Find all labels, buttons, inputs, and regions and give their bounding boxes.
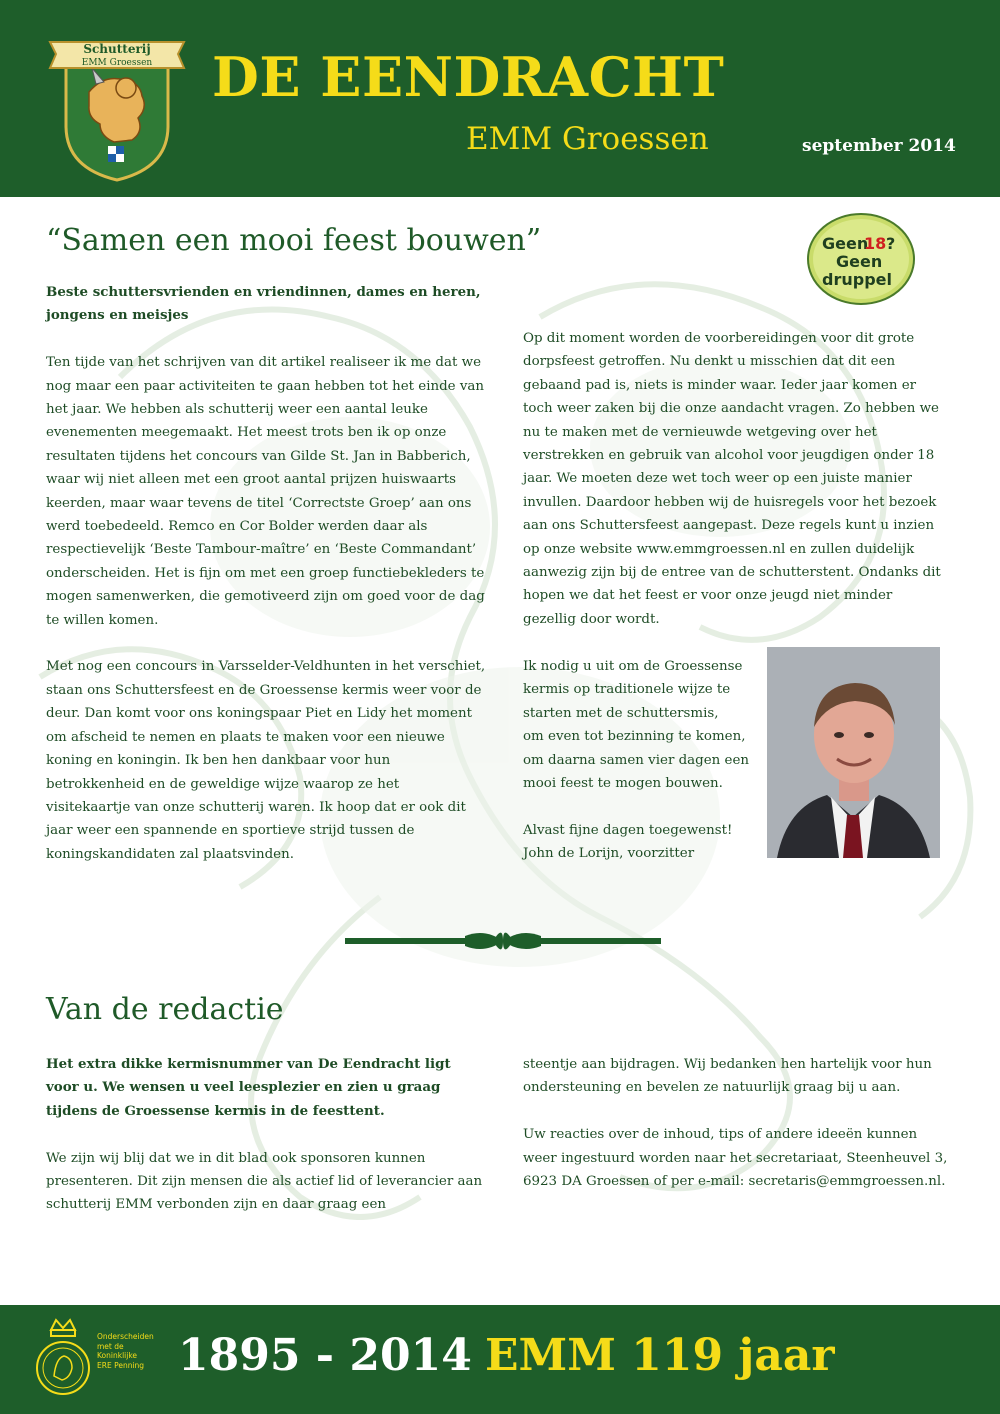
article1-closing: [523, 655, 763, 866]
badge-line1: Geen: [822, 234, 869, 253]
closing-line: mooi feest te mogen bouwen.: [523, 776, 723, 792]
chairman-portrait-photo: [767, 647, 940, 858]
article1-left-column: [46, 281, 486, 866]
logo-text-line1: Schutterij: [83, 42, 151, 56]
article2-paragraph: steentje aan bijdragen. Wij bedanken hen hartelijk voor hun ondersteuning en bevelen ze natuurlijk graag bij u aan.: [523, 1057, 932, 1096]
medal-caption-line: Koninklijke: [97, 1351, 138, 1360]
medal-caption-line: ERE Penning: [97, 1360, 145, 1370]
closing-line: om daarna samen vier dagen een: [523, 752, 750, 768]
issue-date: september 2014: [802, 136, 956, 156]
closing-line: Ik nodig u uit om de Groessense: [523, 659, 743, 674]
signoff-author: John de Lorijn, voorzitter: [523, 846, 695, 862]
article2-paragraph: We zijn wij blij dat we in dit blad ook sponsoren kunnen presenteren. Dit zijn mensen die als actief lid of leverancier aan schutterij EMM verbonden zijn en daar graag een: [46, 1150, 483, 1213]
newsletter-title: DE EENDRACHT: [212, 45, 725, 109]
article1-greeting: Beste schuttersvrienden en vriendinnen, dames en heren, jongens en meisjes: [46, 284, 481, 324]
badge-question: ?: [886, 234, 896, 253]
section-divider-ornament: [345, 926, 661, 956]
article2-paragraph: Uw reacties over de inhoud, tips of andere ideeën kunnen weer ingestuurd worden naar het secretariaat, Steenheuvel 3, 6923 DA Groessen of per e-mail: secretaris@emmgroessen.nl.: [523, 1127, 948, 1190]
logo-text-line2: EMM Groessen: [81, 58, 153, 68]
article1-paragraph: Met nog een concours in Varsselder-Veldhunten in het verschiet, staan ons Schuttersfeest en de Groessense kermis weer voor de deur. Dan komt voor ons koningspaar Piet en Lidy het moment om afscheid te nemen en plaats te maken voor een nieuwe koning en koningin. Ik ben hen dankbaar voor hun betrokkenheid en de geweldige wijze waarop ze het visitekaartje van onze schutterij waren. Ik hoop dat er ook dit jaar weer een spannende en sportieve strijd tussen de koningskandidaten zal plaatsvinden.: [46, 659, 486, 862]
royal-honour-medal-icon: [34, 1316, 92, 1404]
badge-line2: Geen: [836, 252, 883, 271]
article1-paragraph: Ten tijde van het schrijven van dit artikel realiseer ik me dat we nog maar een paar activiteiten te gaan hebben tot het einde van het jaar. We hebben als schutterij weer een aantal leuke evenementen meegemaakt. Het meest trots ben ik op onze resultaten tijdens het concours van Gilde St. Jan in Babberich, waar wij niet alleen met een groot aantal prijzen huiswaarts keerden, maar waar tevens de titel ‘Correctste Groep’ aan ons werd toebedeeld. Remco en Cor Bolder werden daar als respectievelijk ‘Beste Tambour-maître’ en ‘Beste Commandant’ onderscheiden. Het is fijn om met een groep functiebekleders te mogen samenwerken, die gemotiveerd zijn om goed voor de dag te willen komen.: [46, 355, 485, 628]
closing-line: om even tot bezinning te komen,: [523, 729, 746, 745]
article2-right-column: [523, 1053, 948, 1193]
badge-line3: druppel: [822, 270, 892, 289]
closing-line: starten met de schuttersmis,: [523, 705, 719, 721]
article2-intro: Het extra dikke kermisnummer van De Eendracht ligt voor u. We wensen u veel leesplezier en zien u graag tijdens de Groessense kermis in de feesttent.: [46, 1056, 451, 1119]
article2-headline: Van de redactie: [46, 992, 284, 1027]
footer-years: 1895 - 2014: [178, 1330, 472, 1381]
article1-headline: “Samen een mooi feest bouwen”: [46, 223, 542, 258]
medal-caption-line: met de: [97, 1341, 124, 1351]
footer-anniversary: EMM 119 jaar: [485, 1330, 835, 1381]
medal-caption-line: Onderscheiden: [97, 1332, 154, 1341]
signoff-greeting: Alvast fijne dagen toegewenst!: [523, 822, 733, 838]
article1-right-column: [523, 327, 948, 631]
badge-number: 18: [864, 234, 887, 253]
article1-paragraph: Op dit moment worden de voorbereidingen voor dit grote dorpsfeest getroffen. Nu denkt u misschien dat dit een gebaand pad is, niets is minder waar. Ieder jaar komen er toch weer zaken bij die onze aandacht vragen. Zo hebben we nu te maken met de vernieuwde wetgeving over het verstrekken en gebruik van alcohol voor jeugdigen onder 18 jaar. We moeten deze wet toch weer op een juiste manier invullen. Daardoor hebben wij de huisregels voor het bezoek aan ons Schuttersfeest aangepast. Deze regels kunt u inzien op onze website www.emmgroessen.nl en zullen duidelijk aanwezig zijn bij de entree van de schutterstent. Ondanks dit hopen we dat het feest er voor onze jeugd niet minder gezellig door wordt.: [523, 331, 941, 627]
closing-line: kermis op traditionele wijze te: [523, 682, 731, 698]
newsletter-subtitle: EMM Groessen: [466, 121, 709, 157]
schutterij-crest-logo: [44, 22, 190, 182]
geen-18-geen-druppel-badge: [806, 212, 916, 306]
article2-left-column: [46, 1053, 486, 1217]
medal-caption: [97, 1332, 154, 1370]
